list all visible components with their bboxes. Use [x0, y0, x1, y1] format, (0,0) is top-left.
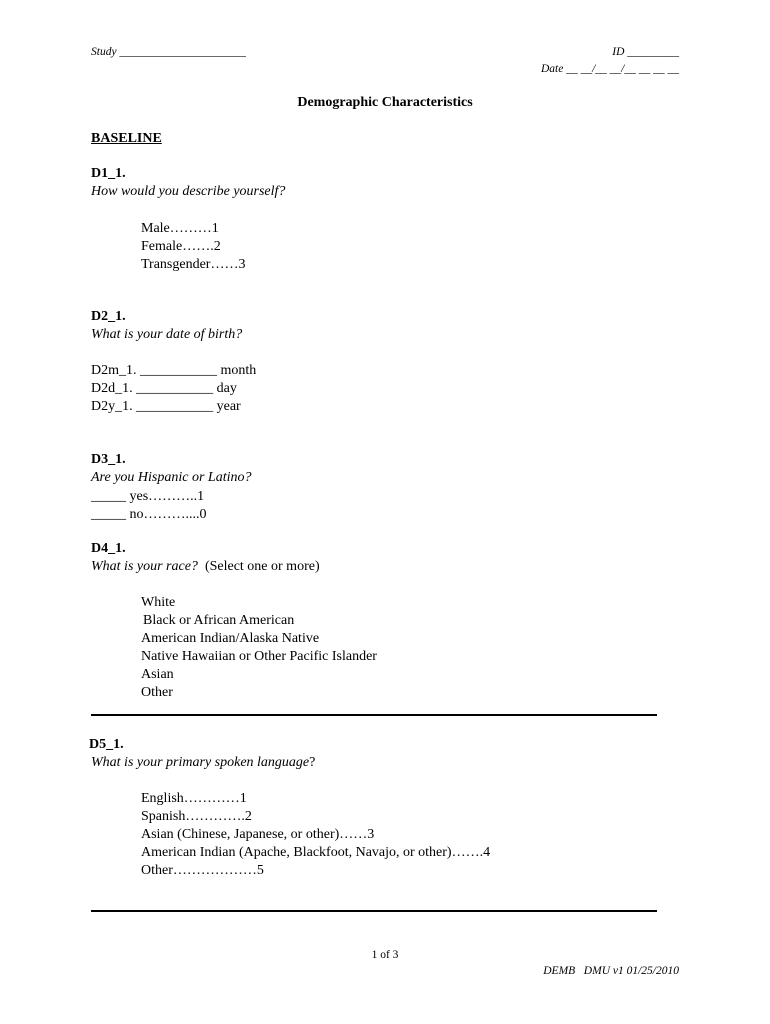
divider: [91, 910, 657, 912]
q2-question: What is your date of birth?: [91, 327, 243, 342]
q1-option: Female…….2: [141, 239, 221, 254]
q1-option: Transgender……3: [141, 257, 246, 272]
q4-option: American Indian/Alaska Native: [141, 631, 320, 646]
q3-question: Are you Hispanic or Latino?: [91, 470, 252, 485]
q5-options: [141, 790, 490, 880]
dob-month-field: D2m_1. ___________ month: [91, 363, 257, 378]
divider: [91, 714, 657, 716]
section-heading: BASELINE: [91, 131, 162, 146]
q5-code: D5_1.: [89, 737, 124, 752]
q5-question: What is your primary spoken language: [91, 755, 310, 770]
q4-option: Other: [141, 685, 173, 700]
q4-question: What is your race?: [91, 559, 198, 574]
q2-fields: [91, 362, 256, 416]
q5-option: English…………1: [141, 791, 247, 806]
id-field: ID _________: [612, 46, 679, 58]
q1-options: [141, 220, 245, 274]
q5-option: Other………………5: [141, 863, 264, 878]
q4-options: [141, 594, 377, 702]
q1-option: Male………1: [141, 221, 219, 236]
q1-question: How would you describe yourself?: [91, 184, 286, 199]
q3-code: D3_1.: [91, 452, 126, 467]
q5-option: Asian (Chinese, Japanese, or other)……3: [141, 827, 375, 842]
q4-note: (Select one or more): [204, 559, 320, 574]
q5-option: Spanish………….2: [141, 809, 252, 824]
page-title: Demographic Characteristics: [297, 95, 473, 110]
q4-option: Black or African American: [143, 613, 295, 628]
q2-code: D2_1.: [91, 309, 126, 324]
dob-day-field: D2d_1. ___________ day: [91, 381, 237, 396]
q3-options: [91, 488, 207, 524]
q5-option: American Indian (Apache, Blackfoot, Navajo, or other)…….4: [141, 845, 491, 860]
q3-option-no: _____ no………....0: [91, 507, 207, 522]
q4-option: Asian: [141, 667, 174, 682]
q1-code: D1_1.: [91, 166, 126, 181]
q4-code: D4_1.: [91, 541, 126, 556]
q4-question-line: [91, 559, 320, 576]
q5-question-line: [91, 755, 315, 772]
dob-year-field: D2y_1. ___________ year: [91, 399, 241, 414]
form-identifier: DEMB DMU v1 01/25/2010: [543, 965, 679, 977]
q3-option-yes: _____ yes………..1: [91, 489, 205, 504]
study-field: Study ______________________: [91, 46, 246, 58]
q4-option: Native Hawaiian or Other Pacific Islander: [141, 649, 377, 664]
q4-option: White: [141, 595, 176, 610]
q5-question-end: ?: [309, 755, 316, 770]
date-field: Date __ __/__ __/__ __ __ __: [541, 63, 679, 75]
page-number: 1 of 3: [371, 949, 399, 961]
